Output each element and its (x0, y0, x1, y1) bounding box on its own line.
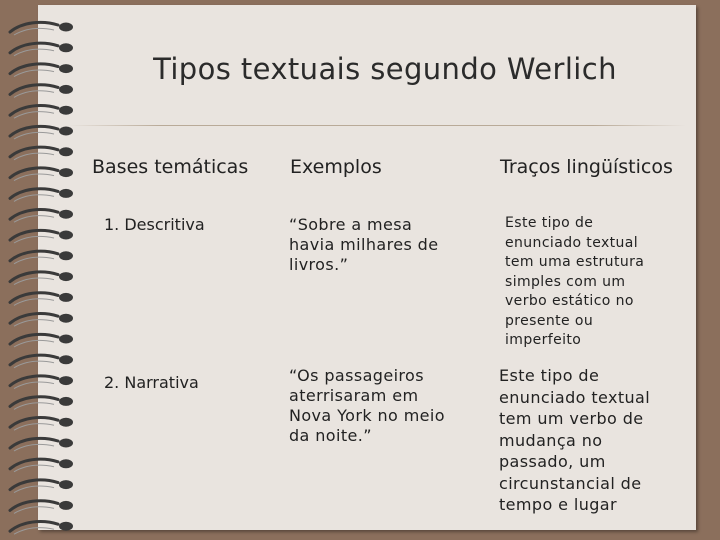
spiral-ring-shine (14, 153, 54, 160)
spiral-ring (10, 376, 58, 386)
spiral-hole (59, 272, 73, 281)
spiral-hole (59, 231, 73, 240)
spiral-ring (10, 418, 58, 428)
spiral-ring (10, 251, 58, 261)
spiral-hole (59, 43, 73, 52)
spiral-hole (59, 459, 73, 468)
row2-base: 2. Narrativa (104, 373, 199, 392)
spiral-ring (10, 168, 58, 178)
spiral-hole (59, 168, 73, 177)
spiral-ring-shine (14, 403, 54, 410)
row2-exemplo: “Os passageiros aterrisaram em Nova York no meio da noite.” (289, 366, 445, 445)
spiral-ring-shine (14, 507, 54, 514)
spiral-ring (10, 85, 58, 95)
spiral-ring-shine (14, 382, 54, 389)
row1-tracos: Este tipo de enunciado textual tem uma estrutura simples com um verbo estático no presente ou imperfeito (505, 215, 645, 348)
spiral-ring (10, 459, 58, 469)
spiral-ring (10, 480, 58, 490)
spiral-hole (59, 376, 73, 385)
row1-base: 1. Descritiva (104, 215, 205, 234)
spiral-hole (59, 480, 73, 489)
spiral-ring-shine (14, 49, 54, 56)
spiral-ring-shine (14, 528, 54, 535)
spiral-ring-shine (14, 299, 54, 306)
spiral-hole (59, 106, 73, 115)
spiral-ring (10, 64, 58, 74)
spiral-hole (59, 23, 73, 32)
spiral-hole (59, 335, 73, 344)
spiral-ring-shine (14, 236, 54, 243)
spiral-ring (10, 230, 58, 240)
spiral-ring (10, 126, 58, 136)
spiral-hole (59, 210, 73, 219)
spiral-binding-icon (0, 0, 90, 540)
spiral-ring (10, 189, 58, 199)
spiral-hole (59, 439, 73, 448)
spiral-ring-shine (14, 112, 54, 119)
spiral-ring (10, 147, 58, 157)
spiral-hole (59, 293, 73, 302)
spiral-ring-shine (14, 91, 54, 98)
spiral-ring-shine (14, 361, 54, 368)
spiral-hole (59, 397, 73, 406)
spiral-ring (10, 106, 58, 116)
spiral-ring (10, 272, 58, 282)
spiral-ring-shine (14, 216, 54, 223)
spiral-ring (10, 438, 58, 448)
spiral-hole (59, 355, 73, 364)
header-bases-tematicas: Bases temáticas (92, 156, 249, 178)
spiral-hole (59, 314, 73, 323)
spiral-hole (59, 189, 73, 198)
spiral-ring-shine (14, 340, 54, 347)
spiral-ring-shine (14, 132, 54, 139)
spiral-ring (10, 22, 58, 32)
spiral-hole (59, 64, 73, 73)
spiral-hole (59, 522, 73, 531)
spiral-ring-shine (14, 320, 54, 327)
spiral-hole (59, 147, 73, 156)
spiral-ring (10, 334, 58, 344)
row1-exemplo: “Sobre a mesa havia milhares de livros.” (289, 215, 439, 274)
spiral-ring-shine (14, 424, 54, 431)
spiral-ring-shine (14, 195, 54, 202)
header-exemplos: Exemplos (290, 156, 382, 178)
spiral-hole (59, 85, 73, 94)
spiral-hole (59, 418, 73, 427)
spiral-hole (59, 127, 73, 136)
spiral-ring (10, 314, 58, 324)
spiral-ring-shine (14, 444, 54, 451)
spiral-ring-shine (14, 70, 54, 77)
spiral-ring-shine (14, 486, 54, 493)
spiral-ring (10, 43, 58, 53)
spiral-ring-shine (14, 278, 54, 285)
spiral-ring (10, 501, 58, 511)
spiral-ring (10, 397, 58, 407)
header-tracos-linguisticos: Traços lingüísticos (500, 156, 673, 178)
row2-tracos: Este tipo de enunciado textual tem um verbo de mudança no passado, um circunstancial de tempo e lugar (499, 366, 651, 514)
title-divider (68, 125, 686, 126)
slide-title: Tipos textuais segundo Werlich (153, 52, 617, 86)
spiral-ring (10, 293, 58, 303)
spiral-ring-shine (14, 257, 54, 264)
spiral-ring-shine (14, 28, 54, 35)
spiral-ring-shine (14, 174, 54, 181)
spiral-ring (10, 522, 58, 532)
spiral-ring (10, 210, 58, 220)
spiral-ring (10, 355, 58, 365)
spiral-ring-shine (14, 465, 54, 472)
spiral-hole (59, 501, 73, 510)
spiral-hole (59, 251, 73, 260)
